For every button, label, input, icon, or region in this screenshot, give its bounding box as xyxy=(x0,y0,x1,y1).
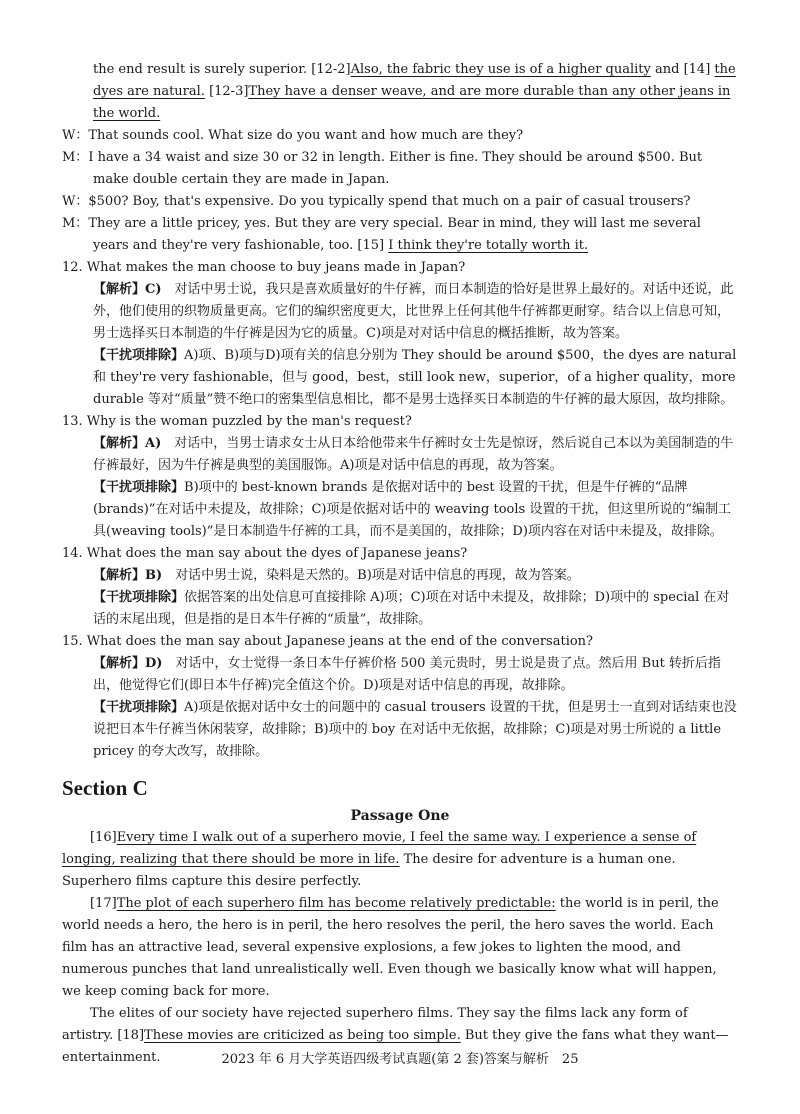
analysis-13 xyxy=(62,433,738,477)
distractor-13 xyxy=(62,477,738,543)
underlined-text: The plot of each superhero film has become relatively predictable: xyxy=(116,896,556,911)
passage-paragraph-2 xyxy=(62,893,738,1003)
text-run: and [14] xyxy=(650,62,711,77)
underlined-text: They have a denser weave, and are more durable than any other jeans in the world. xyxy=(93,84,731,121)
text-run: The desire for adventure is a human one. Superhero films capture this desire perfectly. xyxy=(62,852,676,889)
question-12: 12. What makes the man choose to buy jeans made in Japan? xyxy=(62,260,466,275)
distractor-label: 【干扰项排除】 xyxy=(93,348,185,363)
underlined-text: the dyes are natural. xyxy=(93,62,736,99)
passage-title: Passage One xyxy=(350,808,450,824)
distractor-text: A)项、B)项与D)项有关的信息分别为 They should be around $500，the dyes are natural 和 they're very fashionable，但与 good，best，still look new，superior，of a higher quality，more durable 等对“质量”赞不绝口的密集型信息相比，都不是男士选择买日本制造的牛仔裤的最大原因，故均排除。 xyxy=(93,348,737,407)
analysis-text: 对话中，当男士请求女士从日本给他带来牛仔裤时女士先是惊讶，然后说自己本以为美国制造的牛仔裤最好，因为牛仔裤是典型的美国服饰。A)项是对话中信息的再现，故为答案。 xyxy=(93,436,734,473)
speaker-label: W： xyxy=(62,128,89,143)
analysis-text: 对话中男士说，我只是喜欢质量好的牛仔裤，而日本制造的恰好是世界上最好的。对话中还说，此外，他们使用的织物质量更高。它们的编织密度更大，比世界上任何其他牛仔裤都更耐穿。结合以上信息可知，男士选择买日本制造的牛仔裤是因为它的质量。C)项是对对话中信息的概括推断，故为答案。 xyxy=(93,282,734,341)
item-tag: [17] xyxy=(90,896,117,911)
analysis-text: 对话中，女士觉得一条日本牛仔裤价格 500 美元贵时，男士说是贵了点。然后用 But 转折后指出，他觉得它们(即日本牛仔裤)完全值这个价。D)项是对话中信息的再现，故排除。 xyxy=(93,656,721,693)
distractor-label: 【干扰项排除】 xyxy=(93,590,185,605)
question-15: 15. What does the man say about Japanese jeans at the end of the conversation? xyxy=(62,634,594,649)
text-run: the world is in peril, the world needs a hero, the hero is in peril, the hero resolves the peril, the hero saves the world. Each film has an attractive lead, several expensive explosions, a few jokes to lighten the mood, and numerous punches that land unrealistically well. Even though we basically know what will happen, we keep coming back for more. xyxy=(62,896,719,999)
text-run: But they give the fans what they want—entertainment. xyxy=(62,1028,729,1065)
analysis-label: 【解析】B) xyxy=(93,568,163,583)
speaker-label: W： xyxy=(62,194,89,209)
dialogue-line xyxy=(62,147,738,191)
section-title: Section C xyxy=(62,776,148,800)
analysis-15 xyxy=(62,653,738,697)
distractor-text: A)项是依据对话中女士的问题中的 casual trousers 设置的干扰，但是男士一直到对话结束也没说把日本牛仔裤当休闲装穿，故排除；B)项中的 boy 在对话中无依据，故排除；C)项是对男士所说的 a little pricey 的夸大改写，故排除。 xyxy=(93,700,737,759)
dialogue-text: They are a little pricey, yes. But they are very special. Bear in mind, they will last me several years and they're very fashionable, too. [15] xyxy=(88,216,701,253)
dialogue-text: I have a 34 waist and size 30 or 32 in length. Either is fine. They should be around $500. But make double certain they are made in Japan. xyxy=(88,150,703,187)
question-13: 13. Why is the woman puzzled by the man's request? xyxy=(62,414,412,429)
passage-paragraph-1 xyxy=(62,827,738,893)
analysis-14 xyxy=(62,565,738,587)
analysis-label: 【解析】C) xyxy=(93,282,162,297)
dialogue-text: That sounds cool. What size do you want and how much are they? xyxy=(88,128,524,143)
underlined-text: I think they're totally worth it. xyxy=(388,238,589,253)
speaker-label: M： xyxy=(62,216,89,231)
page-content xyxy=(62,59,738,1069)
analysis-label: 【解析】A) xyxy=(93,436,162,451)
dialogue-line xyxy=(62,191,738,213)
distractor-15 xyxy=(62,697,738,763)
text-run: The elites of our society have rejected superhero films. They say the films lack any form of artistry. [18] xyxy=(62,1006,688,1043)
distractor-12 xyxy=(62,345,738,411)
analysis-label: 【解析】D) xyxy=(93,656,163,671)
distractor-text: 依据答案的出处信息可直接排除 A)项；C)项在对话中未提及，故排除；D)项中的 special 在对话的末尾出现，但是指的是日本牛仔裤的“质量”，故排除。 xyxy=(93,590,730,627)
underlined-text: Every time I walk out of a superhero movie, I feel the same way. I experience a sense of longing, realizing that there should be more in life. xyxy=(62,830,697,867)
underlined-text: Also, the fabric they use is of a higher quality xyxy=(350,62,651,77)
text-run: [12-3] xyxy=(204,84,249,99)
distractor-label: 【干扰项排除】 xyxy=(93,480,185,495)
dialogue-line xyxy=(62,125,738,147)
analysis-text: 对话中男士说，染料是天然的。B)项是对话中信息的再现，故为答案。 xyxy=(162,568,580,583)
question-14: 14. What does the man say about the dyes of Japanese jeans? xyxy=(62,546,468,561)
dialogue-line xyxy=(62,213,738,257)
item-tag: [16] xyxy=(90,830,117,845)
page-footer: 2023 年 6 月大学英语四级考试真题(第 2 套)答案与解析 25 xyxy=(221,1052,579,1067)
speaker-label: M： xyxy=(62,150,89,165)
text-run: the end result is surely superior. [12-2] xyxy=(93,62,351,77)
dialogue-text: $500? Boy, that's expensive. Do you typically spend that much on a pair of casual trousers? xyxy=(88,194,691,209)
distractor-14 xyxy=(62,587,738,631)
distractor-text: B)项中的 best-known brands 是依据对话中的 best 设置的干扰，但是牛仔裤的“品牌(brands)”在对话中未提及，故排除；C)项是依据对话中的 weaving tools 设置的干扰，但这里所说的“编制工具(weaving tools)”是日本制造牛仔裤的工具，而不是美国的，故排除；D)项内容在对话中未提及，故排除。 xyxy=(93,480,731,539)
dialogue-continuation xyxy=(62,59,738,125)
analysis-12 xyxy=(62,279,738,345)
underlined-text: These movies are criticized as being too simple. xyxy=(144,1028,461,1043)
distractor-label: 【干扰项排除】 xyxy=(93,700,185,715)
